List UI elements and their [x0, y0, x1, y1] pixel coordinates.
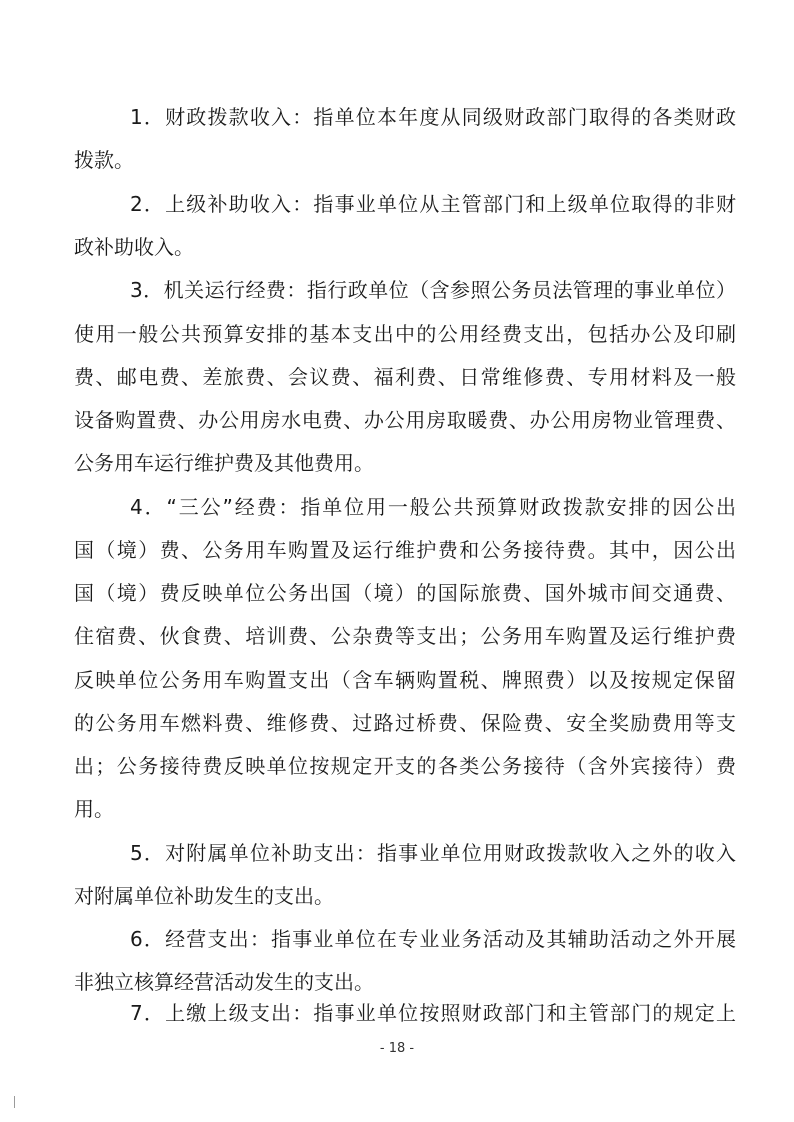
item-4-line-1: 4．“三公”经费：指单位用一般公共预算财政拨款安排的因公出: [130, 495, 736, 519]
item-4-line-8: 用。: [74, 797, 114, 821]
item-2-line-1: 2．上级补助收入：指事业单位从主管部门和上级单位取得的非财: [130, 192, 736, 216]
item-6-line-2: 非独立核算经营活动发生的支出。: [74, 970, 374, 994]
item-6-line-1: 6．经营支出：指事业单位在专业业务活动及其辅助活动之外开展: [130, 927, 736, 951]
item-4-line-6: 的公务用车燃料费、维修费、过路过桥费、保险费、安全奖励费用等支: [74, 711, 736, 735]
page-number: - 18 -: [379, 1041, 415, 1056]
item-7-line-1: 7．上缴上级支出：指事业单位按照财政部门和主管部门的规定上: [130, 1001, 736, 1025]
item-4-line-5: 反映单位公务用车购置支出（含车辆购置税、牌照费）以及按规定保留: [74, 668, 736, 692]
item-4-line-7: 出；公务接待费反映单位按规定开支的各类公务接待（含外宾接待）费: [74, 754, 736, 778]
item-3-line-1: 3．机关运行经费：指行政单位（含参照公务员法管理的事业单位）: [130, 278, 736, 302]
item-4-line-2: 国（境）费、公务用车购置及运行维护费和公务接待费。其中，因公出: [74, 538, 736, 562]
item-1-line-1: 1．财政拨款收入：指单位本年度从同级财政部门取得的各类财政: [130, 105, 736, 129]
item-3-line-5: 公务用车运行维护费及其他费用。: [74, 451, 374, 475]
item-5-line-1: 5．对附属单位补助支出：指事业单位用财政拨款收入之外的收入: [130, 841, 736, 865]
item-5-line-2: 对附属单位补助发生的支出。: [74, 884, 334, 908]
margin-mark: [14, 1096, 15, 1108]
item-2-line-2: 政补助收入。: [74, 235, 194, 259]
item-1-line-2: 拨款。: [74, 148, 134, 172]
item-4-line-3: 国（境）费反映单位公务出国（境）的国际旅费、国外城市间交通费、: [74, 581, 736, 605]
item-3-line-2: 使用一般公共预算安排的基本支出中的公用经费支出，包括办公及印刷: [74, 322, 736, 346]
item-4-line-4: 住宿费、伙食费、培训费、公杂费等支出；公务用车购置及运行维护费: [74, 624, 736, 648]
item-3-line-4: 设备购置费、办公用房水电费、办公用房取暖费、办公用房物业管理费、: [74, 408, 736, 432]
item-3-line-3: 费、邮电费、差旅费、会议费、福利费、日常维修费、专用材料及一般: [74, 365, 736, 389]
